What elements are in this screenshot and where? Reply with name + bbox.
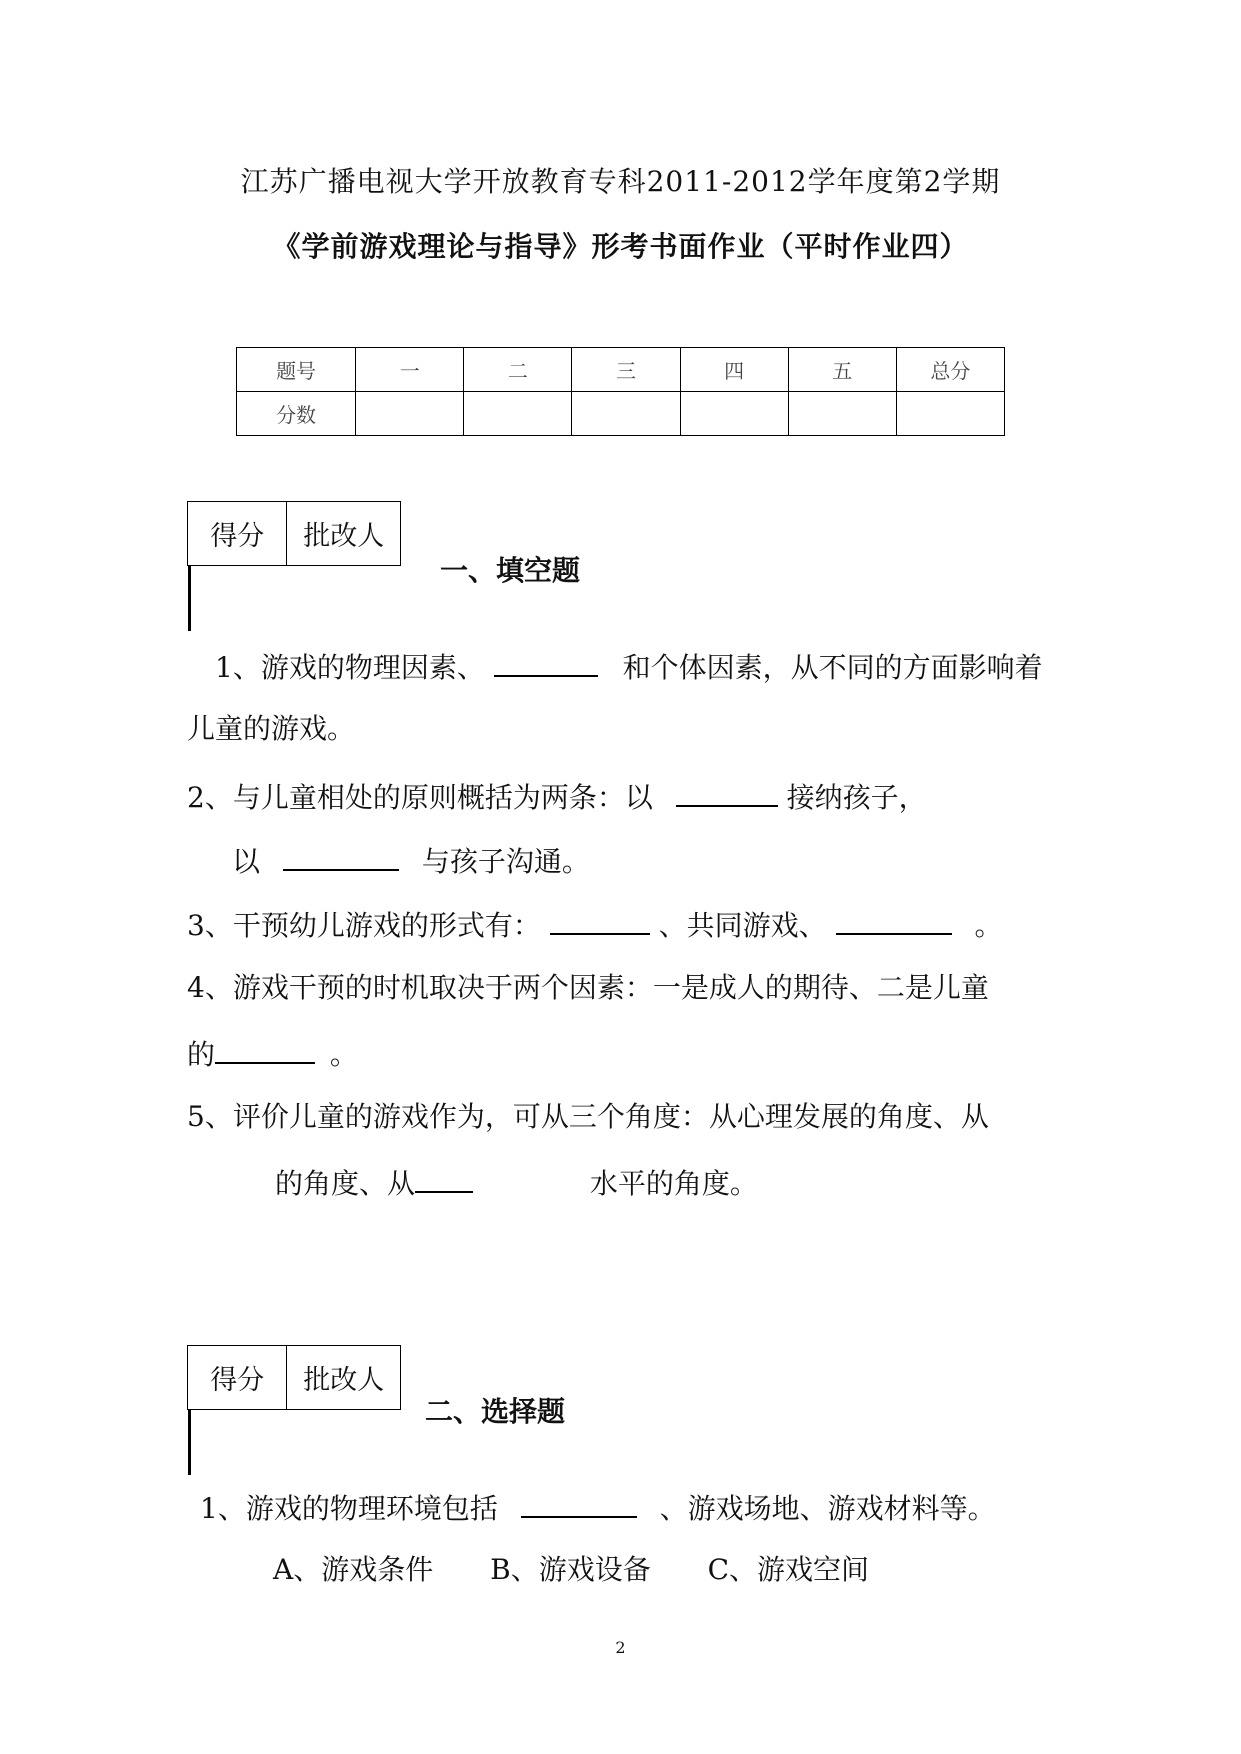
score-table-cell: 二 <box>464 348 572 392</box>
question-1-line2: 儿童的游戏。 <box>187 712 356 745</box>
score-table-cell: 题号 <box>237 348 356 392</box>
question-2-line2 <box>232 839 590 882</box>
score-cell-empty <box>464 392 572 436</box>
question-text: 接纳孩子， <box>786 781 927 814</box>
grader-score-label: 得分 <box>188 1346 287 1410</box>
question-text: 3、干预幼儿游戏的形式有： <box>187 909 541 942</box>
score-cell-empty <box>788 392 896 436</box>
question-text: 的角度、从 <box>275 1167 416 1200</box>
question-5-line2 <box>275 1161 758 1204</box>
score-row-label: 分数 <box>237 392 356 436</box>
question-text: 的 <box>187 1038 216 1071</box>
question-4-line2 <box>187 1032 358 1075</box>
score-table-score-row <box>237 392 1005 436</box>
answer-blank[interactable] <box>215 1032 315 1064</box>
question-4-line1: 4、游戏干预的时机取决于两个因素：一是成人的期待、二是儿童 <box>187 971 989 1004</box>
question-text: 2、与儿童相处的原则概括为两条：以 <box>187 781 653 814</box>
score-table-cell: 四 <box>680 348 788 392</box>
document-title-line1: 江苏广播电视大学开放教育专科2011-2012学年度第2学期 <box>240 165 1001 198</box>
section1-title: 一、填空题 <box>440 554 581 587</box>
grader-score-label: 得分 <box>188 502 287 566</box>
choice-option-a[interactable]: A、游戏条件 <box>273 1553 434 1586</box>
question-text: 水平的角度。 <box>589 1167 758 1200</box>
score-table-cell: 总分 <box>896 348 1004 392</box>
choice-options <box>273 1550 869 1590</box>
answer-blank[interactable] <box>676 775 778 807</box>
question-5-line1: 5、评价儿童的游戏作为，可从三个角度：从心理发展的角度、从 <box>187 1100 989 1133</box>
answer-blank[interactable] <box>550 903 650 935</box>
score-cell-empty <box>572 392 680 436</box>
answer-blank[interactable] <box>415 1161 473 1193</box>
answer-blank[interactable] <box>494 645 598 677</box>
question-text: 。 <box>329 1038 358 1071</box>
question-text: 以 <box>232 845 261 878</box>
grader-box-section2 <box>187 1345 401 1446</box>
question-text: 与孩子沟通。 <box>421 845 590 878</box>
question-text: 、共同游戏、 <box>658 909 827 942</box>
choice-option-b[interactable]: B、游戏设备 <box>490 1553 651 1586</box>
score-table-cell: 五 <box>788 348 896 392</box>
score-table-cell: 一 <box>356 348 464 392</box>
score-table-cell: 三 <box>572 348 680 392</box>
question-text: 1、游戏的物理因素、 <box>215 651 485 684</box>
answer-blank[interactable] <box>521 1486 637 1518</box>
question-text: 和个体因素，从不同的方面影响着 <box>622 651 1043 684</box>
choice-option-c[interactable]: C、游戏空间 <box>707 1553 870 1586</box>
answer-blank[interactable] <box>283 839 399 871</box>
score-cell-empty <box>896 392 1004 436</box>
choice-question-1 <box>200 1486 996 1529</box>
score-cell-empty <box>680 392 788 436</box>
question-3-line <box>187 903 1002 946</box>
grader-name-cell <box>189 1411 190 1475</box>
question-2-line1 <box>187 775 927 818</box>
page-number: 2 <box>615 1638 626 1657</box>
section2-title: 二、选择题 <box>425 1395 566 1428</box>
question-text: 。 <box>974 909 1003 942</box>
question-text: 、游戏场地、游戏材料等。 <box>659 1492 996 1525</box>
score-summary-table <box>236 347 1005 436</box>
grader-name-label: 批改人 <box>287 502 401 566</box>
answer-blank[interactable] <box>836 903 952 935</box>
document-title-line2: 《学前游戏理论与指导》形考书面作业（平时作业四） <box>272 230 969 263</box>
score-cell-empty <box>356 392 464 436</box>
question-text: 1、游戏的物理环境包括 <box>200 1492 498 1525</box>
score-table-header-row <box>237 348 1005 392</box>
grader-name-label: 批改人 <box>287 1346 401 1410</box>
grader-box-section1 <box>187 501 401 602</box>
grader-name-cell <box>189 567 190 631</box>
question-1-line1 <box>215 645 1043 688</box>
